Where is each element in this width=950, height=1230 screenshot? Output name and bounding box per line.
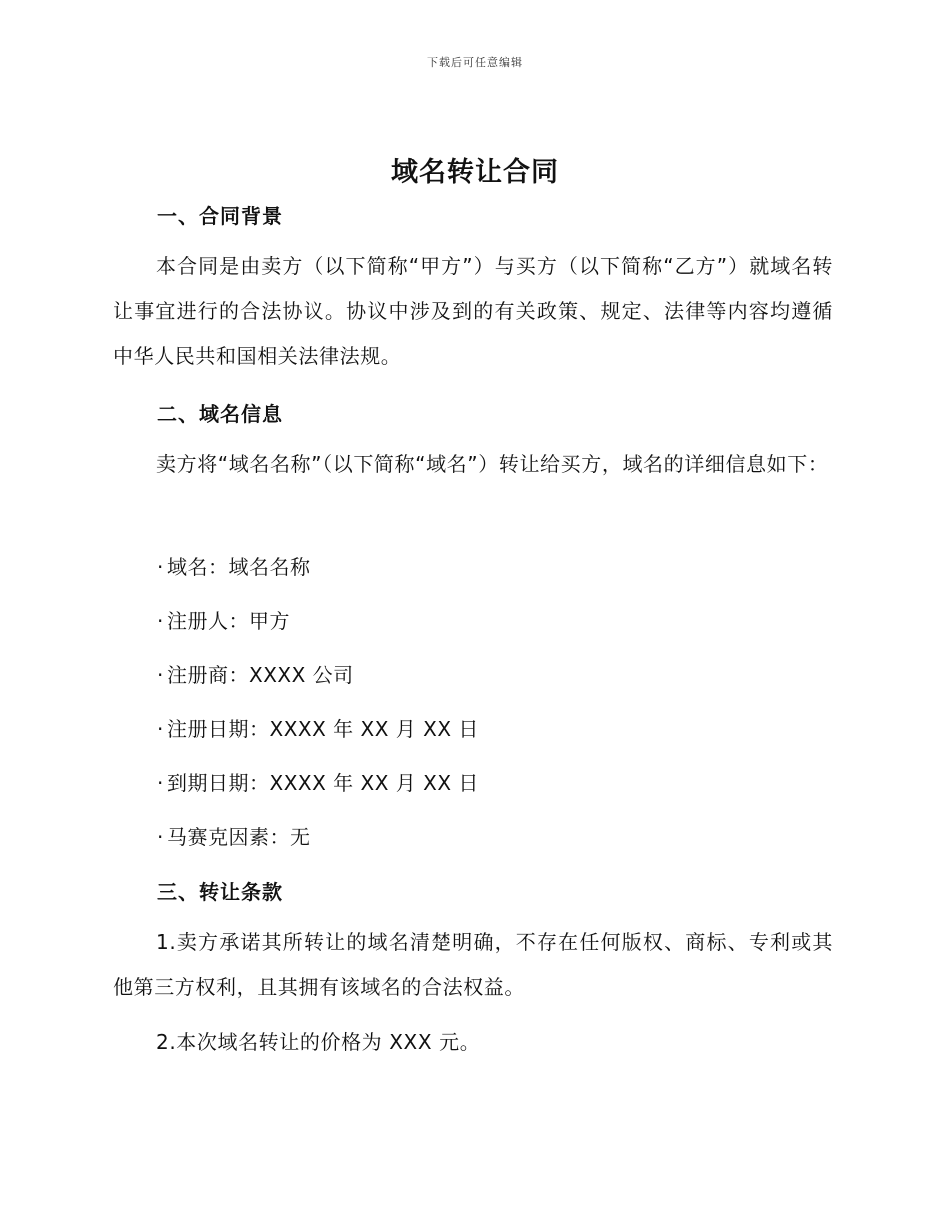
list-item <box>157 551 311 580</box>
bullet-dot-icon: · <box>157 825 164 849</box>
list-item-text: 注册商：XXXX 公司 <box>167 663 354 687</box>
document-title: 域名转让合同 <box>391 157 559 188</box>
list-item-text: 马赛克因素：无 <box>167 825 311 849</box>
list-item <box>157 659 354 688</box>
background-paragraph: 本合同是由卖方（以下简称“甲方”）与买方（以下简称“乙方”）就域名转让事宜进行的合法协议。协议中涉及到的有关政策、规定、法律等内容均遵循中华人民共和国相关法律法规。 <box>113 254 833 368</box>
domain-info-paragraph: 卖方将“域名名称”（以下简称“域名”）转让给买方，域名的详细信息如下： <box>156 452 829 476</box>
list-item <box>157 821 311 850</box>
bullet-dot-icon: · <box>157 609 164 633</box>
list-item-text: 注册人：甲方 <box>167 609 290 633</box>
bullet-dot-icon: · <box>157 717 164 741</box>
section-heading-background: 一、合同背景 <box>157 204 283 228</box>
list-item <box>157 713 479 742</box>
list-item-text: 到期日期：XXXX 年 XX 月 XX 日 <box>167 771 479 795</box>
terms-clause-1: 1.卖方承诺其所转让的域名清楚明确，不存在任何版权、商标、专利或其他第三方权利，且其拥有该域名的合法权益。 <box>113 930 833 999</box>
terms-clause-2: 2.本次域名转让的价格为 XXX 元。 <box>156 1030 481 1054</box>
list-item-text: 域名：域名名称 <box>167 555 311 579</box>
bullet-dot-icon: · <box>157 771 164 795</box>
section-heading-terms: 三、转让条款 <box>157 880 283 904</box>
header-note: 下载后可任意编辑 <box>427 56 523 69</box>
list-item-text: 注册日期：XXXX 年 XX 月 XX 日 <box>167 717 479 741</box>
bullet-dot-icon: · <box>157 663 164 687</box>
list-item <box>157 605 290 634</box>
section-heading-domain-info: 二、域名信息 <box>157 402 283 426</box>
bullet-dot-icon: · <box>157 555 164 579</box>
list-item <box>157 767 479 796</box>
